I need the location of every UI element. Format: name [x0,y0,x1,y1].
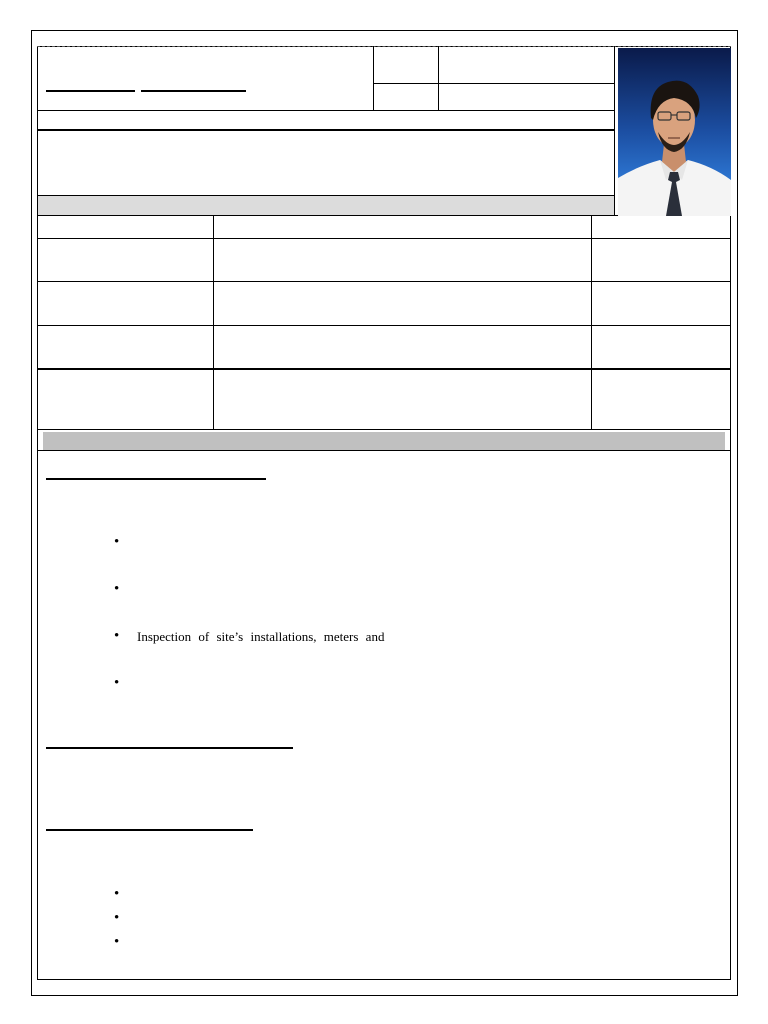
skills-heading-rule [46,829,253,831]
experience-bullet-1-icon: • [114,534,120,550]
header-divider-3 [614,46,615,216]
section-shade-bar-2 [43,432,725,450]
skills-bullet-3-icon: • [114,934,120,950]
experience-bullet-2-icon: • [114,581,120,597]
table-row-rule-3 [37,368,731,370]
table-col-divider-2 [591,216,592,430]
table-bottom-rule [37,429,731,430]
experience-bullet-3-text: Inspection of site’s installations, meters and [137,629,385,644]
header-bottom-rule [37,110,614,111]
header-info-row-rule [373,83,614,84]
header-divider-2 [438,46,439,110]
header-divider-1 [373,46,374,110]
name-last-rule [141,90,246,92]
profile-photo [618,48,731,216]
top-dashed-rule [37,46,731,47]
experience-bullet-3-icon: • [114,628,120,644]
experience-heading-rule [46,478,266,480]
contact-row-rule [37,129,614,131]
table-col-divider-1 [213,216,214,430]
name-first-rule [46,90,135,92]
table-header-rule [37,238,731,239]
skills-bullet-1-icon: • [114,886,120,902]
second-heading-rule [46,747,293,749]
section-shade-bar-1 [38,196,614,215]
experience-bullet-4-icon: • [114,675,120,691]
table-row-rule-2 [37,325,731,326]
profile-photo-image [618,48,731,216]
skills-bullet-2-icon: • [114,910,120,926]
shade-bar-2-bottom-rule [37,450,731,451]
table-row-rule-1 [37,281,731,282]
